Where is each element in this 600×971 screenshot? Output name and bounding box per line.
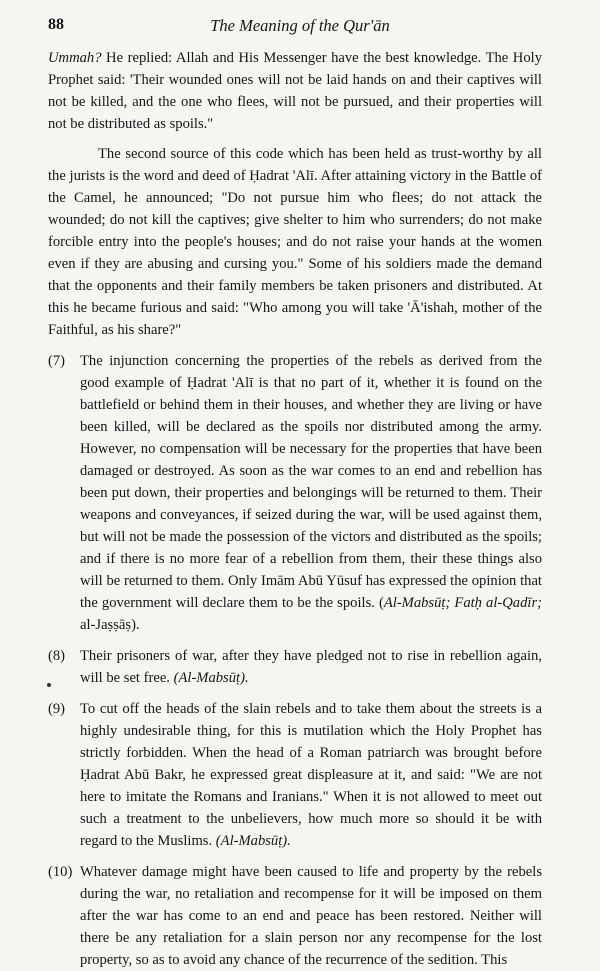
item-text: Whatever damage might have been caused to life and property by the rebels during the war, no retaliation and recompense for it will be imposed on them after the war has come to an end and peace has been restored. Neither will there be any retaliation for a slain person nor any recompense for the lost property, so as to avoid any chance of the recurrence of the sedition. This — [80, 864, 542, 968]
item-text: The injunction concerning the properties of the rebels as derived from the good example of Ḥadrat 'Alī is that no part of it, whether it is found on the battlefield or behind them in their houses, and whether they are living or have been killed, will be declared as the spoils nor distributed among the army. However, no compensation will be necessary for the properties that have been damaged or destroyed. As soon as the war comes to an end and rebellion has been put down, their properties and belongings will be returned to them. Their weapons and conveyances, if seized during the war, will be used against them, but will not be made the possession of the victors and distributed as the spoils; and if there is no more fear of a rebellion from them, their these things also will be returned to them. Only Imām Abū Yūsuf has expressed the opinion that the government will declare them to be the spoils. ( — [80, 353, 542, 611]
page-body — [48, 47, 542, 971]
list-item — [48, 350, 542, 636]
list-item — [48, 645, 542, 689]
list-item — [48, 698, 542, 852]
page-header — [48, 16, 552, 38]
item-number: (8) — [48, 648, 66, 664]
item-citation: (Al-Mabsūṭ). — [215, 833, 291, 849]
item-text: To cut off the heads of the slain rebels and to take them about the streets is a highly undesirable thing, for this is mutilation which the Holy Prophet has strictly forbidden. When the head of a Roman patriarch was brought before Ḥadrat Abū Bakr, he expressed great displeasure at it, and said: "We are not here to imitate the Romans and Iranians." When it is not allowed to meet out such a treatment to the unbelievers, how much more so should it be with regard to the Muslims. — [80, 701, 542, 849]
item-citation: Al-Mabsūṭ; Fatḥ al-Qadīr; — [383, 595, 542, 611]
body-paragraph: The second source of this code which has been held as trust-worthy by all the jurists is the word and deed of Ḥadrat 'Alī. After attaining victory in the Battle of the Camel, he announced; "Do not pursue him who flees; do not attack the wounded; do not kill the captives; give shelter to him who surrenders; do not make forcible entry into the people's houses; and do not raise your hands at the women even if they are abusing and cursing you." Some of his soldiers made the demand that the opponents and their family members be taken prisoners and distributed. At this he became furious and said: "Who among you will take 'Ā'ishah, mother of the Faithful, as his share?" — [48, 146, 542, 338]
list-item — [48, 861, 542, 971]
item-citation: (Al-Mabsūṭ). — [173, 670, 249, 686]
continuation-text: He replied: Allah and His Messenger have the best knowledge. The Holy Prophet said: 'Their wounded ones will not be laid hands on and their captives will not be killed, and the one who flees, will not be pursued, and their properties will not be distributed as spoils." — [48, 50, 542, 132]
item-number: (7) — [48, 353, 66, 369]
ink-speck — [47, 683, 51, 687]
page-number: 88 — [48, 16, 64, 33]
item-number: (10) — [48, 864, 73, 880]
item-number: (9) — [48, 701, 66, 717]
item-text-end: al-Jaṣṣāṣ). — [80, 617, 140, 633]
item-text: Their prisoners of war, after they have pledged not to rise in rebellion again, will be set free. — [80, 648, 542, 686]
italic-word: Ummah? — [48, 50, 102, 66]
continuation-paragraph — [48, 47, 542, 135]
running-title: The Meaning of the Qur'ān — [210, 16, 390, 35]
